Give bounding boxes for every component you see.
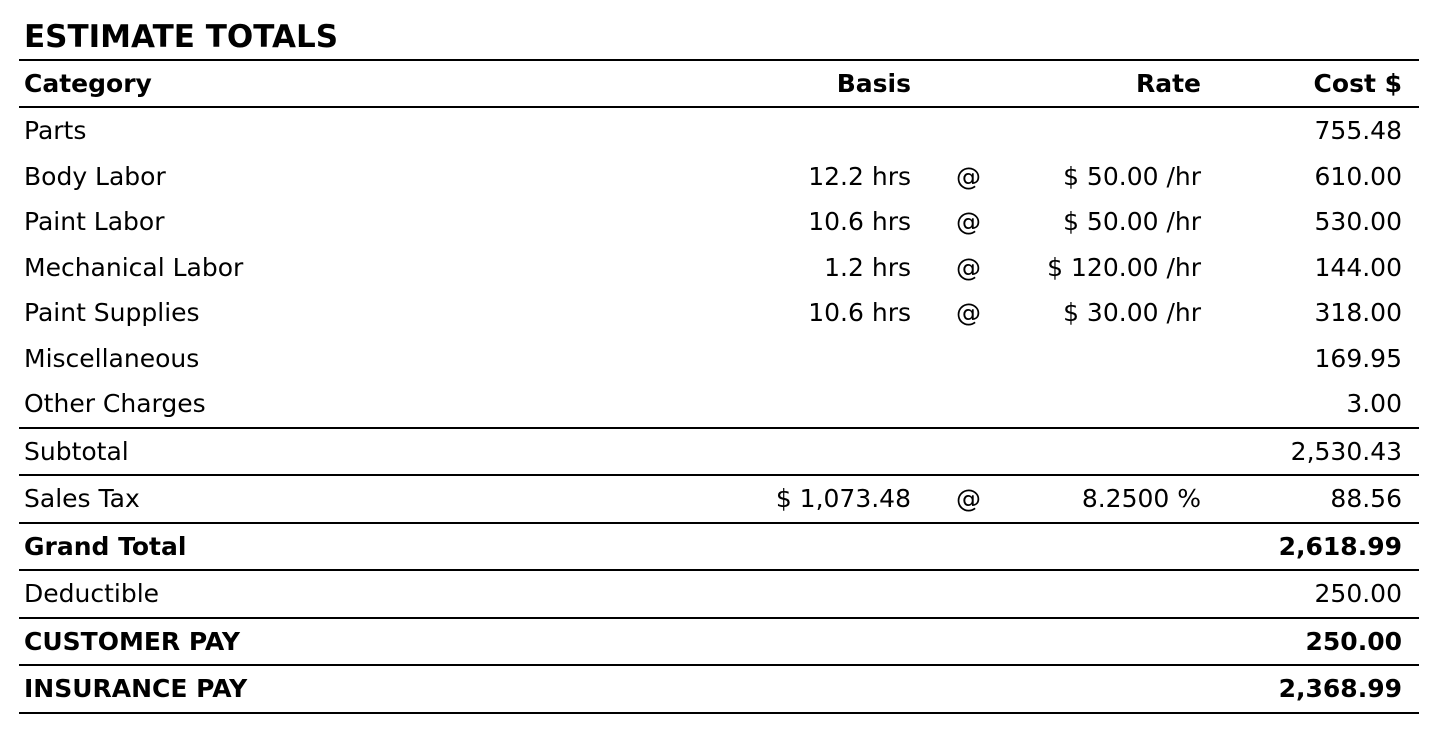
header-cost: Cost $ bbox=[1313, 69, 1402, 98]
row-cost: 610.00 bbox=[1314, 161, 1402, 191]
row-rate: 8.2500 % bbox=[1081, 484, 1201, 513]
row-grand-total bbox=[19, 522, 1419, 570]
row-other-charges bbox=[19, 381, 1419, 427]
row-category: CUSTOMER PAY bbox=[24, 626, 240, 656]
row-cost: 169.95 bbox=[1314, 343, 1402, 373]
row-parts bbox=[19, 108, 1419, 154]
row-cost: 3.00 bbox=[1346, 389, 1402, 418]
row-basis: 1.2 hrs bbox=[824, 252, 911, 282]
table-header-row bbox=[19, 61, 1419, 108]
row-category: Paint Supplies bbox=[24, 298, 200, 327]
row-at: @ bbox=[956, 298, 981, 327]
row-category: Miscellaneous bbox=[24, 343, 200, 373]
row-sales-tax bbox=[19, 474, 1419, 522]
row-rate: $ 50.00 /hr bbox=[1063, 161, 1201, 191]
row-rate: $ 50.00 /hr bbox=[1063, 207, 1201, 236]
row-miscellaneous bbox=[19, 336, 1419, 382]
row-basis: 12.2 hrs bbox=[808, 161, 911, 191]
row-paint-labor bbox=[19, 199, 1419, 245]
row-cost: 250.00 bbox=[1305, 626, 1402, 656]
row-category: Sales Tax bbox=[24, 484, 140, 513]
row-paint-supplies bbox=[19, 290, 1419, 336]
row-basis: $ 1,073.48 bbox=[775, 484, 911, 513]
row-cost: 755.48 bbox=[1314, 116, 1402, 145]
estimate-totals-title: ESTIMATE TOTALS bbox=[24, 19, 339, 55]
row-at: @ bbox=[956, 207, 981, 236]
row-deductible bbox=[19, 569, 1419, 617]
row-category: Mechanical Labor bbox=[24, 252, 244, 282]
row-category: INSURANCE PAY bbox=[24, 674, 248, 703]
row-at: @ bbox=[956, 484, 981, 513]
row-category: Other Charges bbox=[24, 389, 206, 418]
header-basis: Basis bbox=[836, 69, 911, 98]
row-insurance-pay bbox=[19, 664, 1419, 714]
header-category: Category bbox=[24, 69, 152, 98]
row-customer-pay bbox=[19, 617, 1419, 665]
row-category: Deductible bbox=[24, 579, 160, 608]
row-cost: 530.00 bbox=[1314, 207, 1402, 236]
row-category: Body Labor bbox=[24, 161, 166, 191]
row-category: Grand Total bbox=[24, 531, 187, 561]
row-category: Subtotal bbox=[24, 436, 129, 466]
row-cost: 144.00 bbox=[1314, 252, 1402, 282]
row-cost: 2,368.99 bbox=[1278, 674, 1402, 703]
row-at: @ bbox=[956, 252, 981, 282]
row-rate: $ 30.00 /hr bbox=[1063, 298, 1201, 327]
header-rate: Rate bbox=[1135, 69, 1201, 98]
row-category: Parts bbox=[24, 116, 87, 145]
row-cost: 250.00 bbox=[1314, 579, 1402, 608]
row-basis: 10.6 hrs bbox=[808, 207, 911, 236]
row-basis: 10.6 hrs bbox=[808, 298, 911, 327]
row-cost: 318.00 bbox=[1314, 298, 1402, 327]
row-cost: 88.56 bbox=[1330, 484, 1402, 513]
estimate-totals-table bbox=[19, 59, 1419, 714]
row-category: Paint Labor bbox=[24, 207, 165, 236]
row-subtotal bbox=[19, 427, 1419, 475]
row-at: @ bbox=[956, 161, 981, 191]
row-rate: $ 120.00 /hr bbox=[1047, 252, 1201, 282]
row-cost: 2,530.43 bbox=[1290, 436, 1402, 466]
row-body-labor bbox=[19, 154, 1419, 200]
row-mechanical-labor bbox=[19, 245, 1419, 291]
row-cost: 2,618.99 bbox=[1278, 531, 1402, 561]
